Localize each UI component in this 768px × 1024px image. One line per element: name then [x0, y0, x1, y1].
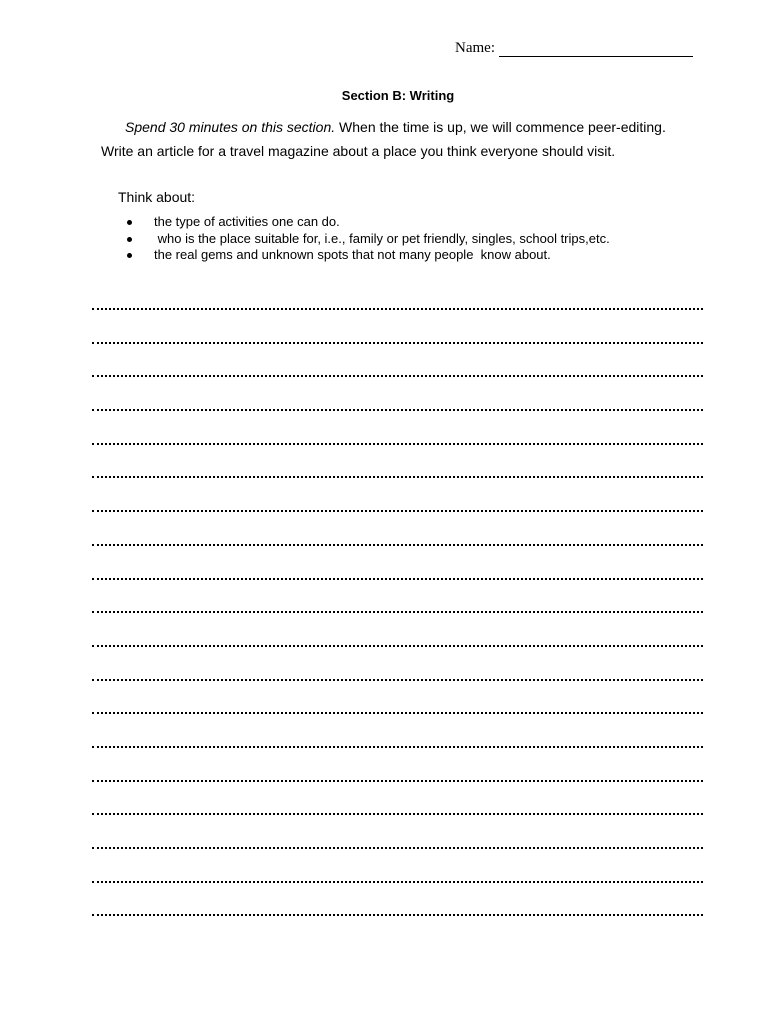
writing-line[interactable]: [92, 409, 703, 411]
list-item-text: who is the place suitable for, i.e., family or pet friendly, singles, school trips,etc.: [154, 230, 610, 246]
writing-line[interactable]: [92, 679, 703, 681]
writing-line[interactable]: [92, 813, 703, 815]
bullet-icon: [127, 253, 132, 258]
writing-line[interactable]: [92, 510, 703, 512]
writing-line[interactable]: [92, 914, 703, 916]
bullet-icon: [127, 237, 132, 242]
writing-line[interactable]: [92, 780, 703, 782]
writing-line[interactable]: [92, 544, 703, 546]
writing-line[interactable]: [92, 881, 703, 883]
writing-line[interactable]: [92, 308, 703, 310]
writing-line[interactable]: [92, 375, 703, 377]
think-about-list: [125, 214, 610, 264]
list-item: [125, 247, 610, 264]
list-item-text: the type of activities one can do.: [154, 214, 340, 229]
writing-line[interactable]: [92, 476, 703, 478]
writing-area[interactable]: [92, 308, 703, 948]
list-item: [125, 231, 610, 248]
bullet-icon: [127, 220, 132, 225]
time-instruction: [125, 119, 666, 135]
writing-line[interactable]: [92, 578, 703, 580]
list-item: [125, 214, 610, 231]
writing-line[interactable]: [92, 645, 703, 647]
list-item-text: the real gems and unknown spots that not many people know about.: [154, 247, 551, 262]
writing-line[interactable]: [92, 443, 703, 445]
time-instruction-rest: When the time is up, we will commence peer-editing.: [335, 119, 666, 135]
section-title: Section B: Writing: [341, 88, 455, 103]
writing-line[interactable]: [92, 847, 703, 849]
think-about-heading: Think about:: [118, 189, 196, 205]
writing-line[interactable]: [92, 611, 703, 613]
writing-line[interactable]: [92, 712, 703, 714]
name-field-row: [455, 40, 693, 57]
name-input-line[interactable]: [499, 41, 693, 57]
writing-line[interactable]: [92, 746, 703, 748]
time-instruction-italic: Spend 30 minutes on this section.: [125, 119, 336, 135]
name-label: Name:: [455, 40, 495, 56]
task-prompt: Write an article for a travel magazine about a place you think everyone should visit.: [101, 143, 616, 159]
writing-line[interactable]: [92, 342, 703, 344]
